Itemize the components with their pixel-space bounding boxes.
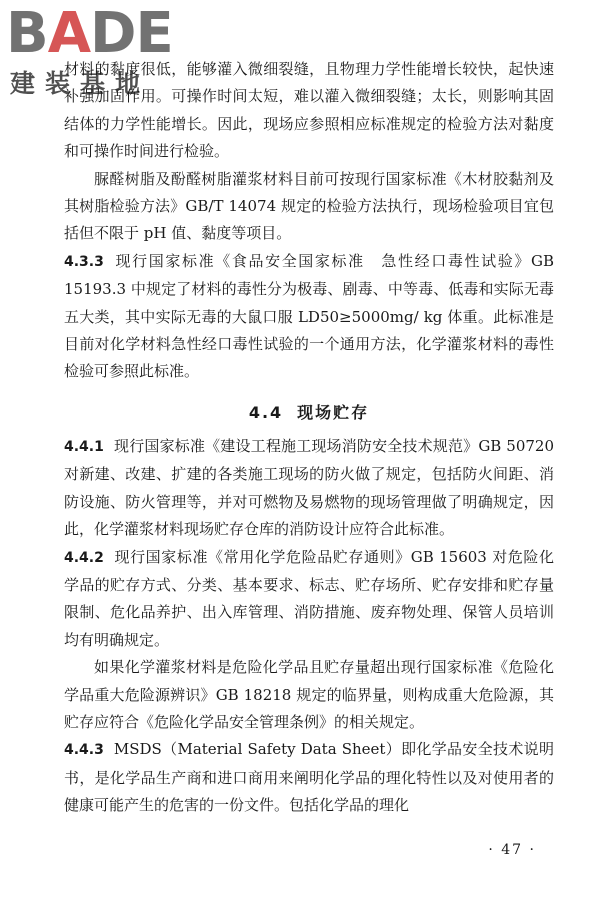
section-title: 现场贮存 [297, 402, 370, 422]
clause [64, 736, 554, 819]
clause-text: MSDS（Material Safety Data Sheet）即化学品安全技术说明书，是化学品生产商和进口商用来阐明化学品的理化特性以及对使用者的健康可能产生的危害的一份文件。包括化学品的理化 [64, 740, 554, 815]
page-number: · 47 · [488, 842, 536, 858]
paragraph: 材料的黏度很低，能够灌入微细裂缝，且物理力学性能增长较快，起快速补强加固作用。可操作时间太短，难以灌入微细裂缝；太长，则影响其固结体的力学性能增长。因此，现场应参照相应标准规定的检验方法对黏度和可操作时间进行检验。 [64, 60, 554, 161]
clause-number: 4.4.3 [64, 742, 104, 759]
watermark-chinese: 建装基地 [10, 69, 151, 98]
paragraph: 脲醛树脂及酚醛树脂灌浆材料目前可按现行国家标准《木材胶黏剂及其树脂检验方法》GB/T 14074 规定的检验方法执行，现场检验项目宜包括但不限于 pH 值、黏度等项目。 [64, 169, 554, 243]
clause-text: 现行国家标准《食品安全国家标准 急性经口毒性试验》GB 15193.3 中规定了材料的毒性分为极毒、剧毒、中等毒、低毒和实际无毒五大类，其中实际无毒的大鼠口服 LD50≥5000mg/ kg 体重。此标准是目前对化学材料急性经口毒性试验的一个通用方法，化学灌浆材料的毒性检验可参照此标准。 [64, 251, 554, 381]
clause-text: 现行国家标准《建设工程施工现场消防安全技术规范》GB 50720 对新建、改建、扩建的各类施工现场的防火做了规定，包括防火间距、消防设施、防火管理等，并对可燃物及易燃物的现场管理做了明确规定，因此，化学灌浆材料现场贮存仓库的消防设计应符合此标准。 [64, 436, 554, 539]
paragraph: 如果化学灌浆材料是危险化学品且贮存量超出现行国家标准《危险化学品重大危险源辨识》GB 18218 规定的临界量，则构成重大危险源，其贮存应符合《危险化学品安全管理条例》的相关规定。 [64, 658, 554, 731]
clause [64, 544, 554, 655]
section-number: 4.4 [248, 402, 284, 422]
clause [64, 248, 554, 386]
clause-number: 4.4.2 [64, 549, 104, 566]
section-heading [64, 400, 554, 423]
clause-number: 4.3.3 [64, 253, 104, 270]
watermark-brand: BADE [6, 1, 173, 66]
clause [64, 433, 554, 544]
clause-number: 4.4.1 [64, 438, 104, 455]
page-body [64, 56, 554, 820]
clause-text: 现行国家标准《常用化学危险品贮存通则》GB 15603 对危险化学品的贮存方式、分类、基本要求、标志、贮存场所、贮存安排和贮存量限制、危化品养护、出入库管理、消防措施、废弃物处理、保管人员培训均有明确规定。 [64, 547, 554, 649]
